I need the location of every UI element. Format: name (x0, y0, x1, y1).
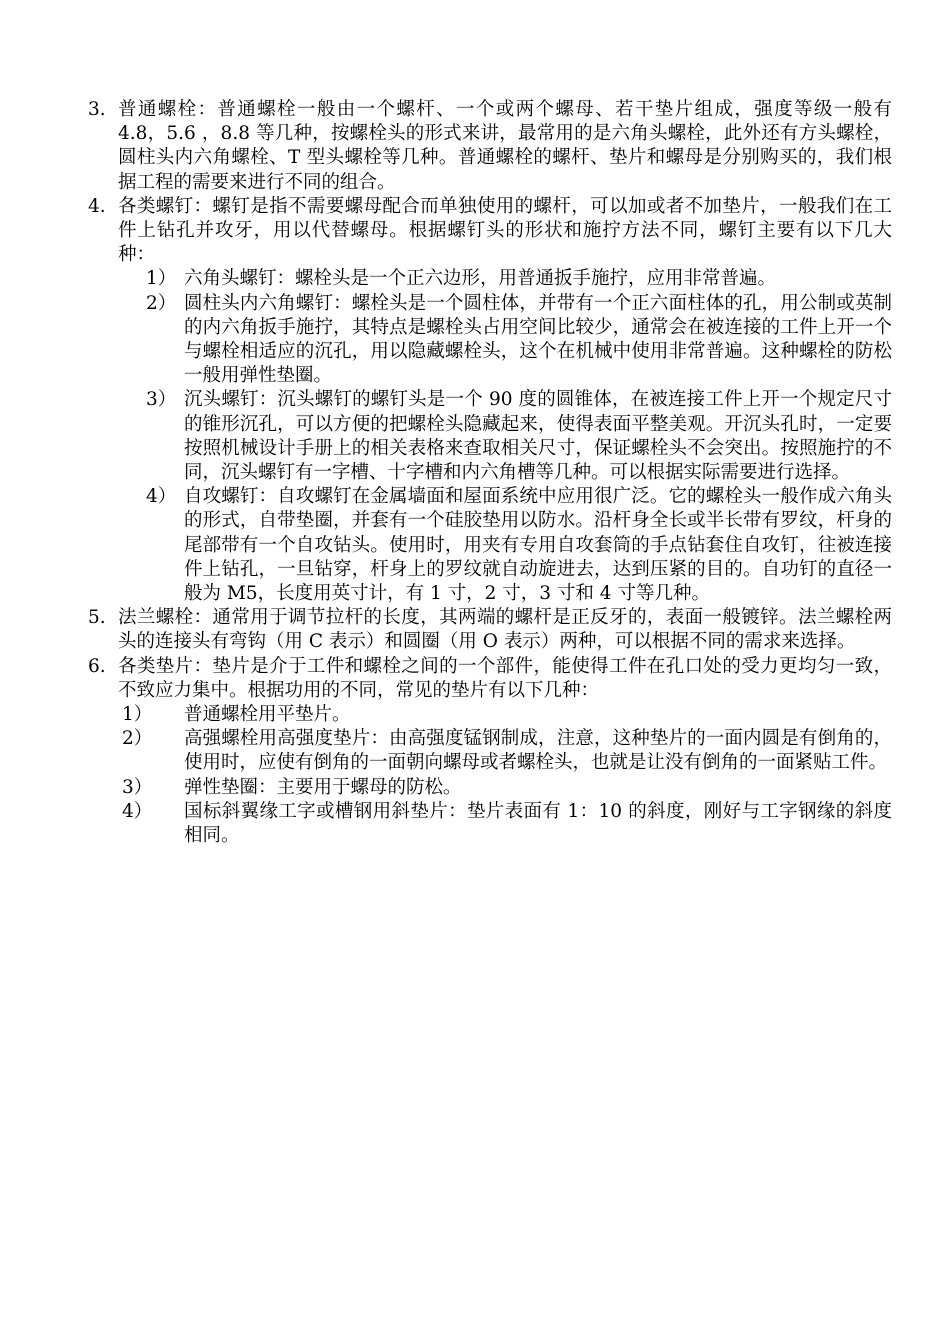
sublist-text: 圆柱头内六角螺钉：螺栓头是一个圆柱体，并带有一个正六面柱体的孔，用公制或英制的内六角扳手施拧，其特点是螺栓头占用空间比较少，通常会在被连接的工件上开一个与螺栓相适应的沉孔，用以隐藏螺栓头，这个在机械中使用非常普遍。这种螺栓的防松一般用弹性垫圈。 (184, 292, 892, 387)
list-text: 普通螺栓：普通螺栓一般由一个螺杆、一个或两个螺母、若干垫片组成，强度等级一般有 4.8，5.6 ，8.8 等几种，按螺栓头的形式来讲，最常用的是六角头螺栓，此外还有方头螺栓，圆柱头内六角螺栓、T 型头螺栓等几种。普通螺栓的螺杆、垫片和螺母是分别购买的，我们根据工程的需要来进行不同的组合。 (118, 99, 892, 193)
list-number: 4. (88, 195, 106, 217)
list-item-3 (88, 98, 892, 195)
sublist-number: 3） (146, 389, 177, 411)
sublist-number: 3） (122, 776, 153, 798)
sublist-item (88, 292, 892, 389)
sublist-item (88, 267, 892, 291)
list-number: 6. (88, 655, 106, 677)
sublist-item (88, 727, 892, 775)
sublist-item (88, 485, 892, 606)
sublist-text: 六角头螺钉：螺栓头是一个正六边形，用普通扳手施拧，应用非常普遍。 (184, 268, 777, 290)
document-body (88, 98, 892, 848)
sublist-number: 4） (122, 800, 153, 822)
sublist-item (88, 388, 892, 485)
list-text: 各类垫片：垫片是介于工件和螺栓之间的一个部件，能使得工件在孔口处的受力更均匀一致，不致应力集中。根据功用的不同，常见的垫片有以下几种： (118, 655, 892, 701)
sublist-number: 2） (146, 292, 177, 314)
list-item-5 (88, 606, 892, 654)
sublist-text: 自攻螺钉：自攻螺钉在金属墙面和屋面系统中应用很广泛。它的螺栓头一般作成六角头的形式，自带垫圈，并套有一个硅胶垫用以防水。沿杆身全长或半长带有罗纹，杆身的尾部带有一个自攻钻头。使用时，用夹有专用自攻套筒的手点钻套住自攻钉，往被连接件上钻孔，一旦钻穿，杆身上的罗纹就自动旋进去，达到压紧的目的。自功钉的直径一般为 M5，长度用英寸计，有 1 寸，2 寸，3 寸和 4 寸等几种。 (184, 486, 892, 605)
sublist-text: 普通螺栓用平垫片。 (184, 704, 351, 726)
list-number: 5. (88, 607, 106, 629)
sublist-item (88, 800, 892, 848)
sublist-number: 4） (146, 486, 177, 508)
sublist-number: 1） (146, 268, 177, 290)
list-number: 3. (88, 99, 106, 120)
sublist-text: 高强螺栓用高强度垫片：由高强度锰钢制成，注意，这种垫片的一面内圆是有倒角的，使用时，应使有倒角的一面朝向螺母或者螺栓头，也就是让没有倒角的一面紧贴工件。 (184, 728, 892, 774)
sublist-number: 1） (122, 704, 153, 726)
sublist-text: 国标斜翼缘工字或槽钢用斜垫片：垫片表面有 1：10 的斜度，刚好与工字钢缘的斜度相同。 (184, 800, 892, 847)
list-item-6 (88, 655, 892, 703)
list-text: 各类螺钉：螺钉是指不需要螺母配合而单独使用的螺杆，可以加或者不加垫片，一般我们在工件上钻孔并攻牙，用以代替螺母。根据螺钉头的形状和施拧方法不同，螺钉主要有以下几大种： (118, 195, 892, 266)
list-text: 法兰螺栓：通常用于调节拉杆的长度，其两端的螺杆是正反牙的，表面一般镀锌。法兰螺栓两头的连接头有弯钩（用 C 表示）和圆圈（用 O 表示）两种，可以根据不同的需求来选择。 (118, 607, 892, 653)
list-item-4 (88, 195, 892, 268)
sublist-text: 沉头螺钉：沉头螺钉的螺钉头是一个 90 度的圆锥体，在被连接工件上开一个规定尺寸的锥形沉孔，可以方便的把螺栓头隐藏起来，使得表面平整美观。开沉头孔时，一定要按照机械设计手册上的相关表格来查取相关尺寸，保证螺栓头不会突出。按照施拧的不同，沉头螺钉有一字槽、十字槽和内六角槽等几种。可以根据实际需要进行选择。 (184, 389, 892, 484)
sublist-number: 2） (122, 728, 153, 750)
sublist-text: 弹性垫圈：主要用于螺母的防松。 (184, 776, 462, 798)
sublist-item (88, 776, 892, 800)
sublist-item (88, 703, 892, 727)
